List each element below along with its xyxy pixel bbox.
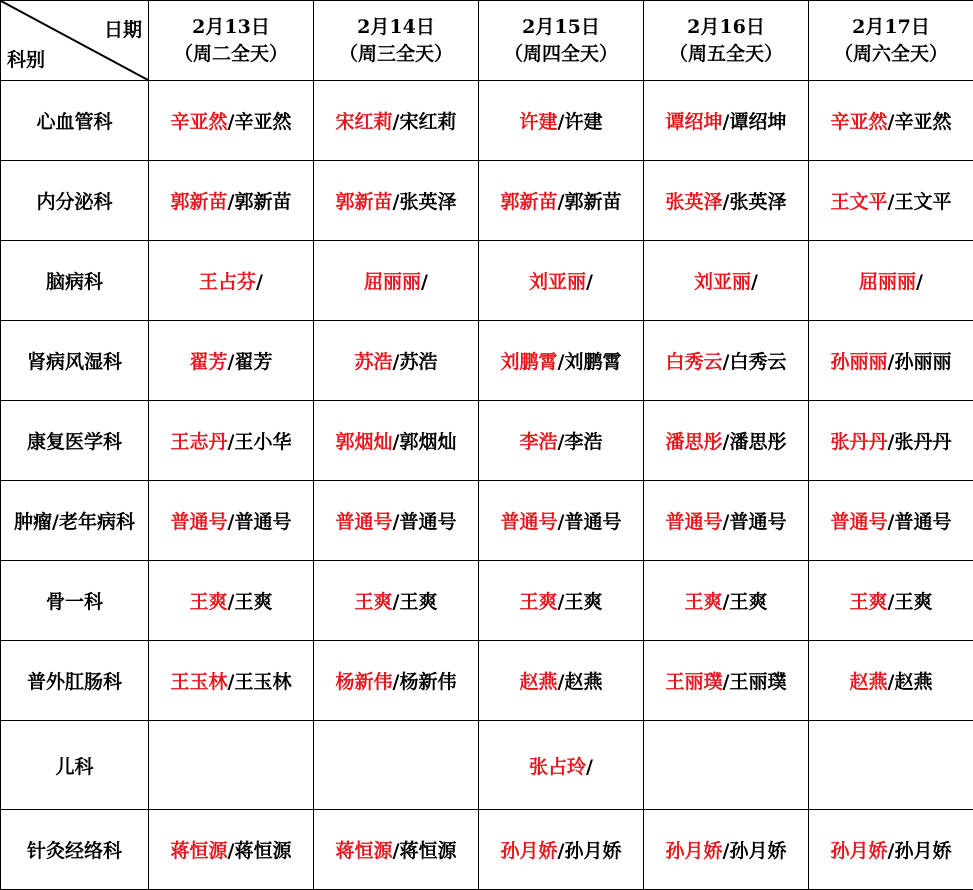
schedule-cell — [479, 401, 644, 481]
doctor-name-secondary: 郭烟灿 — [399, 431, 456, 453]
doctor-name-primary: 郭新苗 — [171, 191, 228, 213]
doctor-name-secondary: 辛亚然 — [234, 111, 291, 133]
department-name-cell — [1, 481, 149, 561]
schedule-cell — [314, 721, 479, 810]
name-separator: / — [228, 111, 235, 133]
name-separator: / — [393, 591, 400, 613]
doctor-name-secondary: 刘鹏霄 — [564, 351, 621, 373]
doctor-name-primary: 王志丹 — [171, 431, 228, 453]
department-row — [1, 401, 973, 481]
weekday-text: （周三全天） — [314, 41, 478, 68]
schedule-cell — [809, 561, 973, 641]
schedule-cell — [479, 321, 644, 401]
name-separator: / — [393, 431, 400, 453]
name-separator: / — [558, 111, 565, 133]
department-name: 针灸经络科 — [27, 840, 122, 862]
schedule-cell — [644, 721, 809, 810]
date-text: 2月13日 — [149, 14, 313, 41]
schedule-cell — [809, 641, 973, 721]
name-separator: / — [723, 840, 730, 862]
doctor-name-primary: 谭绍坤 — [666, 111, 723, 133]
department-name-cell — [1, 810, 149, 890]
doctor-name-primary: 张丹丹 — [831, 431, 888, 453]
doctor-name-secondary: 王爽 — [399, 591, 437, 613]
schedule-cell — [149, 321, 314, 401]
doctor-name-primary: 普通号 — [831, 511, 888, 533]
doctor-name-primary: 屈丽丽 — [859, 271, 916, 293]
doctor-name-secondary: 普通号 — [894, 511, 951, 533]
schedule-cell — [479, 481, 644, 561]
department-name: 骨一科 — [46, 591, 103, 613]
date-text: 2月14日 — [314, 14, 478, 41]
weekday-text: （周四全天） — [479, 41, 643, 68]
doctor-name-primary: 刘鹏霄 — [501, 351, 558, 373]
name-separator: / — [723, 351, 730, 373]
schedule-cell — [314, 481, 479, 561]
name-separator: / — [558, 431, 565, 453]
schedule-cell — [809, 721, 973, 810]
name-separator: / — [888, 511, 895, 533]
name-separator: / — [586, 756, 593, 778]
doctor-name-primary: 王爽 — [850, 591, 888, 613]
doctor-name-secondary: 普通号 — [564, 511, 621, 533]
doctor-name-secondary: 王丽璞 — [729, 671, 786, 693]
department-row — [1, 721, 973, 810]
schedule-cell — [479, 641, 644, 721]
department-name-cell — [1, 161, 149, 241]
schedule-cell — [479, 721, 644, 810]
name-separator: / — [558, 191, 565, 213]
schedule-cell — [809, 81, 973, 161]
doctor-name-primary: 郭新苗 — [501, 191, 558, 213]
doctor-name-secondary: 苏浩 — [399, 351, 437, 373]
name-separator: / — [751, 271, 758, 293]
date-header-cell — [479, 1, 644, 81]
name-separator: / — [723, 671, 730, 693]
doctor-name-secondary: 张英泽 — [729, 191, 786, 213]
doctor-name-primary: 许建 — [520, 111, 558, 133]
department-name-cell — [1, 641, 149, 721]
department-row — [1, 481, 973, 561]
doctor-name-secondary: 杨新伟 — [399, 671, 456, 693]
name-separator: / — [393, 671, 400, 693]
doctor-name-primary: 蒋恒源 — [336, 840, 393, 862]
doctor-name-primary: 屈丽丽 — [364, 271, 421, 293]
schedule-cell — [479, 241, 644, 321]
schedule-cell — [479, 81, 644, 161]
doctor-name-primary: 王爽 — [685, 591, 723, 613]
doctor-name-secondary: 王爽 — [234, 591, 272, 613]
schedule-cell — [644, 561, 809, 641]
doctor-name-primary: 辛亚然 — [171, 111, 228, 133]
doctor-name-secondary: 王文平 — [894, 191, 951, 213]
name-separator: / — [558, 671, 565, 693]
department-name-cell — [1, 81, 149, 161]
schedule-cell — [644, 481, 809, 561]
doctor-name-primary: 刘亚丽 — [529, 271, 586, 293]
date-header-cell — [314, 1, 479, 81]
doctor-name-primary: 宋红莉 — [336, 111, 393, 133]
weekday-text: （周五全天） — [644, 41, 808, 68]
doctor-name-primary: 辛亚然 — [831, 111, 888, 133]
schedule-cell — [314, 641, 479, 721]
doctor-name-primary: 郭新苗 — [336, 191, 393, 213]
name-separator: / — [888, 671, 895, 693]
name-separator: / — [723, 431, 730, 453]
schedule-cell — [314, 810, 479, 890]
schedule-cell — [314, 561, 479, 641]
name-separator: / — [228, 591, 235, 613]
name-separator: / — [888, 591, 895, 613]
name-separator: / — [256, 271, 263, 293]
doctor-name-secondary: 辛亚然 — [894, 111, 951, 133]
doctor-name-secondary: 张丹丹 — [894, 431, 951, 453]
department-name: 康复医学科 — [27, 431, 122, 453]
doctor-name-secondary: 宋红莉 — [399, 111, 456, 133]
doctor-name-secondary: 赵燕 — [894, 671, 932, 693]
doctor-name-secondary: 谭绍坤 — [729, 111, 786, 133]
doctor-name-secondary: 孙月娇 — [894, 840, 951, 862]
doctor-name-primary: 王爽 — [355, 591, 393, 613]
schedule-cell — [479, 810, 644, 890]
date-header-cell — [644, 1, 809, 81]
schedule-cell — [149, 561, 314, 641]
doctor-name-primary: 赵燕 — [850, 671, 888, 693]
schedule-cell — [809, 161, 973, 241]
weekday-text: （周二全天） — [149, 41, 313, 68]
schedule-cell — [644, 161, 809, 241]
corner-header-cell — [1, 1, 149, 81]
header-row — [1, 1, 973, 81]
doctor-name-primary: 杨新伟 — [336, 671, 393, 693]
schedule-cell — [149, 241, 314, 321]
doctor-name-secondary: 翟芳 — [234, 351, 272, 373]
doctor-name-secondary: 孙月娇 — [564, 840, 621, 862]
schedule-cell — [149, 161, 314, 241]
schedule-cell — [644, 241, 809, 321]
department-name: 肿瘤/老年病科 — [14, 511, 135, 533]
schedule-cell — [809, 321, 973, 401]
department-name: 儿科 — [55, 756, 93, 778]
department-row — [1, 561, 973, 641]
name-separator: / — [228, 840, 235, 862]
doctor-name-primary: 赵燕 — [520, 671, 558, 693]
doctor-name-primary: 普通号 — [336, 511, 393, 533]
schedule-cell — [314, 321, 479, 401]
doctor-name-secondary: 普通号 — [399, 511, 456, 533]
doctor-name-secondary: 王爽 — [729, 591, 767, 613]
name-separator: / — [558, 351, 565, 373]
doctor-name-primary: 孙丽丽 — [831, 351, 888, 373]
schedule-cell — [809, 810, 973, 890]
doctor-name-secondary: 许建 — [564, 111, 602, 133]
doctor-name-primary: 普通号 — [666, 511, 723, 533]
department-name: 肾病风湿科 — [27, 351, 122, 373]
date-text: 2月15日 — [479, 14, 643, 41]
doctor-name-secondary: 王玉林 — [234, 671, 291, 693]
schedule-cell — [314, 401, 479, 481]
doctor-name-primary: 普通号 — [171, 511, 228, 533]
doctor-name-secondary: 普通号 — [234, 511, 291, 533]
doctor-name-primary: 翟芳 — [190, 351, 228, 373]
department-row — [1, 641, 973, 721]
department-name-cell — [1, 561, 149, 641]
department-row — [1, 81, 973, 161]
schedule-cell — [149, 401, 314, 481]
schedule-cell — [644, 321, 809, 401]
doctor-name-secondary: 白秀云 — [729, 351, 786, 373]
doctor-name-primary: 张占玲 — [529, 756, 586, 778]
doctor-name-secondary: 蒋恒源 — [399, 840, 456, 862]
doctor-name-primary: 王丽璞 — [666, 671, 723, 693]
date-header-cell — [149, 1, 314, 81]
name-separator: / — [888, 191, 895, 213]
department-name-cell — [1, 321, 149, 401]
date-axis-label: 日期 — [104, 15, 142, 42]
department-name: 内分泌科 — [36, 191, 112, 213]
name-separator: / — [228, 351, 235, 373]
name-separator: / — [586, 271, 593, 293]
name-separator: / — [393, 111, 400, 133]
schedule-cell — [809, 241, 973, 321]
schedule-cell — [314, 241, 479, 321]
doctor-name-secondary: 孙丽丽 — [894, 351, 951, 373]
doctor-name-primary: 潘思彤 — [666, 431, 723, 453]
doctor-name-primary: 郭烟灿 — [336, 431, 393, 453]
doctor-name-primary: 王爽 — [520, 591, 558, 613]
name-separator: / — [228, 671, 235, 693]
name-separator: / — [228, 511, 235, 533]
name-separator: / — [558, 591, 565, 613]
doctor-name-primary: 普通号 — [501, 511, 558, 533]
department-row — [1, 321, 973, 401]
name-separator: / — [916, 271, 923, 293]
name-separator: / — [228, 191, 235, 213]
doctor-name-secondary: 孙月娇 — [729, 840, 786, 862]
doctor-name-secondary: 郭新苗 — [564, 191, 621, 213]
department-name: 普外肛肠科 — [27, 671, 122, 693]
name-separator: / — [558, 840, 565, 862]
name-separator: / — [723, 191, 730, 213]
name-separator: / — [393, 511, 400, 533]
schedule-cell — [644, 641, 809, 721]
doctor-name-primary: 刘亚丽 — [694, 271, 751, 293]
doctor-name-primary: 白秀云 — [666, 351, 723, 373]
schedule-cell — [314, 161, 479, 241]
name-separator: / — [723, 591, 730, 613]
doctor-name-secondary: 郭新苗 — [234, 191, 291, 213]
schedule-cell — [149, 810, 314, 890]
department-name-cell — [1, 721, 149, 810]
doctor-name-secondary: 李浩 — [564, 431, 602, 453]
name-separator: / — [421, 271, 428, 293]
schedule-cell — [644, 810, 809, 890]
name-separator: / — [393, 840, 400, 862]
department-name-cell — [1, 241, 149, 321]
department-row — [1, 810, 973, 890]
doctor-name-primary: 王文平 — [831, 191, 888, 213]
department-name-cell — [1, 401, 149, 481]
date-text: 2月17日 — [809, 14, 973, 41]
doctor-name-primary: 李浩 — [520, 431, 558, 453]
doctor-name-primary: 王爽 — [190, 591, 228, 613]
department-name: 心血管科 — [36, 111, 112, 133]
schedule-cell — [149, 81, 314, 161]
name-separator: / — [393, 351, 400, 373]
schedule-cell — [314, 81, 479, 161]
weekday-text: （周六全天） — [809, 41, 973, 68]
department-name: 脑病科 — [46, 271, 103, 293]
schedule-cell — [809, 481, 973, 561]
name-separator: / — [888, 111, 895, 133]
name-separator: / — [888, 351, 895, 373]
doctor-name-primary: 张英泽 — [666, 191, 723, 213]
doctor-name-primary: 孙月娇 — [666, 840, 723, 862]
department-row — [1, 161, 973, 241]
doctor-name-secondary: 普通号 — [729, 511, 786, 533]
schedule-cell — [149, 481, 314, 561]
name-separator: / — [228, 431, 235, 453]
date-header-cell — [809, 1, 973, 81]
schedule-cell — [479, 561, 644, 641]
department-axis-label: 科别 — [7, 45, 45, 72]
department-row — [1, 241, 973, 321]
doctor-name-primary: 孙月娇 — [501, 840, 558, 862]
doctor-name-primary: 苏浩 — [355, 351, 393, 373]
doctor-name-primary: 王玉林 — [171, 671, 228, 693]
doctor-name-secondary: 蒋恒源 — [234, 840, 291, 862]
schedule-cell — [644, 401, 809, 481]
doctor-name-secondary: 潘思彤 — [729, 431, 786, 453]
doctor-name-primary: 王占芬 — [199, 271, 256, 293]
name-separator: / — [888, 840, 895, 862]
doctor-name-primary: 蒋恒源 — [171, 840, 228, 862]
schedule-cell — [149, 641, 314, 721]
doctor-name-secondary: 王爽 — [894, 591, 932, 613]
schedule-cell — [149, 721, 314, 810]
name-separator: / — [723, 111, 730, 133]
name-separator: / — [723, 511, 730, 533]
schedule-cell — [479, 161, 644, 241]
schedule-cell — [809, 401, 973, 481]
schedule-cell — [644, 81, 809, 161]
date-text: 2月16日 — [644, 14, 808, 41]
doctor-name-secondary: 王爽 — [564, 591, 602, 613]
doctor-name-primary: 孙月娇 — [831, 840, 888, 862]
name-separator: / — [888, 431, 895, 453]
doctor-name-secondary: 王小华 — [234, 431, 291, 453]
doctor-name-secondary: 张英泽 — [399, 191, 456, 213]
doctor-name-secondary: 赵燕 — [564, 671, 602, 693]
name-separator: / — [393, 191, 400, 213]
name-separator: / — [558, 511, 565, 533]
